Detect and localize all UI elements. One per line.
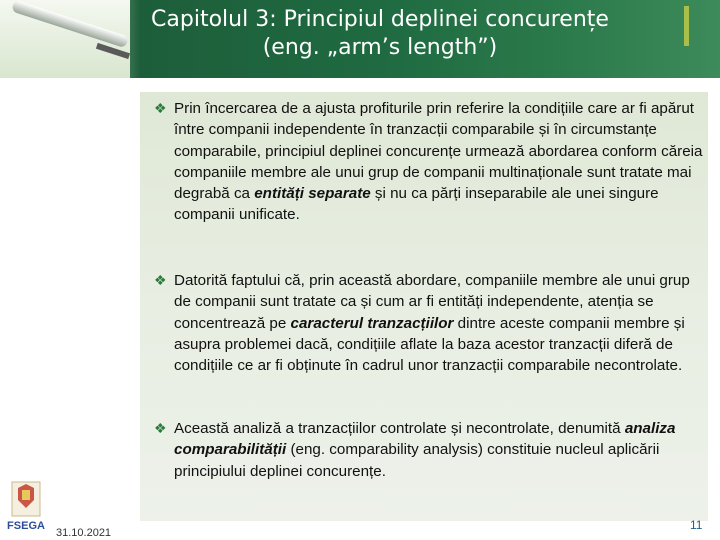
bullet-2-emphasis: caracterul tranzacțiilor: [290, 314, 454, 332]
bullet-2-text: [174, 270, 704, 376]
slide-header: [0, 0, 720, 78]
page-number: 11: [690, 518, 703, 532]
bullet-2-pre: Datorită faptului că, prin această abordare, companiile membre ale unui grup de companii sunt tratate ca și cum ar fi entități independente, atenția se concentrează pe: [174, 272, 690, 332]
bullet-1-emphasis: entități separate: [254, 185, 371, 203]
bullet-1-post: și nu ca părți inseparabile ale unei singure companii unificate.: [174, 185, 659, 224]
header-accent-bar: [684, 6, 689, 46]
bullet-3: [154, 418, 704, 482]
diamond-bullet-icon: ❖: [154, 272, 167, 288]
slide-title-line2: (eng. „arm’s length”): [262, 35, 498, 60]
slide-title: [110, 6, 650, 62]
bullet-3-pre: Această analiză a tranzacțiilor controlate și necontrolate, denumită: [174, 420, 625, 437]
slide-date: 31.10.2021: [56, 527, 112, 539]
bullet-3-post: (eng. comparability analysis) constituie nucleul aplicării principiului deplinei concurențe.: [174, 441, 660, 480]
bullet-3-text: [174, 418, 704, 482]
bullet-2-post: dintre aceste companii membre și asupra problemei dacă, condițiile aflate la baza acestor tranzacții diferă de condițiile ce ar fi obținute în cadrul unor tranzacții comparabile necontrolate.: [174, 314, 685, 375]
bullet-1-pre: Prin încercarea de a ajusta profiturile prin referire la condițiile care ar fi apărut între companii independente în tranzacții comparabile și în circumstanțe comparabile, principiul deplinei concurențe urmează abordarea conform căreia companiile membre ale unui grup de companii multinaționale sunt tratate mai degrabă ca: [174, 100, 703, 203]
bullet-1-text: [174, 98, 704, 226]
diamond-bullet-icon: ❖: [154, 100, 167, 116]
slide-title-line1: Capitolul 3: Principiul deplinei concurențe: [151, 7, 609, 32]
bullet-2: [154, 270, 704, 376]
diamond-bullet-icon: ❖: [154, 420, 167, 436]
logo-label: FSEGA: [7, 520, 45, 532]
bullet-1: [154, 98, 704, 226]
bullet-3-emphasis: analiza comparabilității: [174, 420, 676, 459]
content-box: [140, 92, 708, 521]
